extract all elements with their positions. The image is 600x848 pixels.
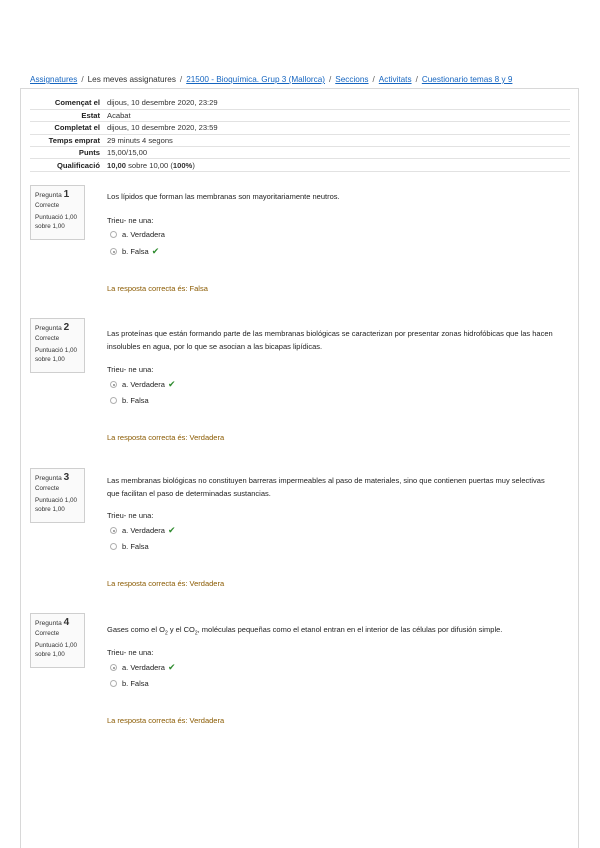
correct-answer-feedback-2: La resposta correcta és: Verdadera	[107, 433, 225, 442]
answer-label: a. Verdadera	[122, 526, 165, 535]
question-info-2	[30, 318, 85, 373]
answer-label: b. Falsa	[122, 679, 149, 688]
question-state: Correcte	[35, 202, 60, 209]
breadcrumb-activitats[interactable]: Activitats	[378, 75, 412, 84]
question-label: Pregunta	[35, 475, 62, 482]
summary-label: Començat el	[54, 98, 100, 108]
answer-option-4b[interactable]	[110, 679, 149, 688]
question-info-4	[30, 613, 85, 668]
answer-option-2b[interactable]	[110, 396, 149, 405]
question-grade: Puntuació 1,00 sobre 1,00	[35, 347, 78, 363]
answer-prompt-2: Trieu- ne una:	[107, 365, 154, 374]
summary-value	[106, 159, 570, 171]
question-label: Pregunta	[35, 325, 62, 332]
radio-icon[interactable]	[110, 397, 117, 404]
radio-icon[interactable]	[110, 527, 117, 534]
question-grade: Puntuació 1,00 sobre 1,00	[35, 497, 78, 513]
question-text-4	[107, 624, 557, 640]
question-number: 2	[63, 322, 70, 333]
radio-icon[interactable]	[110, 680, 117, 687]
summary-row-grade	[30, 159, 570, 171]
answer-option-4a[interactable]	[110, 662, 176, 673]
correct-answer-feedback-1: La resposta correcta és: Falsa	[107, 284, 208, 293]
answer-label: b. Falsa	[122, 542, 149, 551]
grade-out-of: sobre 10,00 (	[126, 160, 173, 170]
answer-option-3a[interactable]	[110, 525, 176, 536]
question-text-2: Las proteínas que están formando parte de las membranas biológicas se caracterizan por presentar zonas hidrofóbicas que las hacen insolubles en agua, por lo que se asocian a las bicapas lipídicas.	[107, 329, 553, 351]
breadcrumb-course[interactable]: 21500 - Bioquímica. Grup 3 (Mallorca)	[186, 75, 325, 84]
checkmark-icon: ✔	[167, 662, 176, 672]
breadcrumb-assignatures[interactable]: Assignatures	[30, 75, 78, 84]
answer-option-3b[interactable]	[110, 542, 149, 551]
grade-percent: 100%	[172, 160, 193, 170]
answer-prompt-4: Trieu- ne una:	[107, 648, 154, 657]
radio-icon[interactable]	[110, 381, 117, 388]
summary-label: Punts	[78, 148, 100, 158]
summary-value: dijous, 10 desembre 2020, 23:29	[107, 98, 218, 108]
breadcrumb-seccions[interactable]: Seccions	[335, 75, 369, 84]
summary-row-state	[30, 109, 570, 121]
answer-label: a. Verdadera	[122, 380, 165, 389]
question-label: Pregunta	[35, 192, 62, 199]
question-info-1	[30, 185, 85, 240]
summary-row-started	[30, 97, 570, 109]
question-state: Correcte	[35, 630, 60, 637]
correct-answer-feedback-4: La resposta correcta és: Verdadera	[107, 716, 225, 725]
summary-label: Qualificació	[56, 160, 100, 170]
summary-value: dijous, 10 desembre 2020, 23:59	[107, 123, 218, 133]
checkmark-icon: ✔	[151, 246, 160, 256]
text-part: Gases como el O	[107, 625, 165, 634]
question-state: Correcte	[35, 485, 60, 492]
grade-value: 10,00	[107, 160, 127, 170]
checkmark-icon: ✔	[167, 379, 176, 389]
grade-close: )	[192, 160, 195, 170]
question-number: 3	[63, 472, 70, 483]
answer-label: b. Falsa	[122, 247, 149, 256]
text-part: , moléculas pequeñas como el etanol entran en el interior de las células por difusión simple.	[197, 625, 503, 634]
answer-label: b. Falsa	[122, 396, 149, 405]
question-text-1: Los lípidos que forman las membranas son mayoritariamente neutros.	[107, 192, 340, 201]
question-number: 4	[63, 617, 70, 628]
answer-option-2a[interactable]	[110, 379, 176, 390]
checkmark-icon: ✔	[167, 525, 176, 535]
radio-icon[interactable]	[110, 231, 117, 238]
summary-label: Completat el	[54, 123, 100, 133]
summary-value: 15,00/15,00	[107, 148, 148, 158]
answer-label: a. Verdadera	[122, 230, 165, 239]
answer-option-1a[interactable]	[110, 230, 165, 239]
summary-row-completed	[30, 122, 570, 134]
question-label: Pregunta	[35, 620, 62, 627]
radio-icon[interactable]	[110, 248, 117, 255]
breadcrumb-meves-assignatures: Les meves assignatures	[87, 75, 176, 84]
question-info-3	[30, 468, 85, 523]
question-grade: Puntuació 1,00 sobre 1,00	[35, 642, 78, 658]
summary-value: Acabat	[107, 111, 131, 121]
answer-option-1b[interactable]	[110, 246, 159, 257]
answer-label: a. Verdadera	[122, 663, 165, 672]
subscript: 2	[194, 630, 198, 637]
summary-value: 29 minuts 4 segons	[107, 135, 173, 145]
subscript: 2	[164, 630, 168, 637]
summary-label: Estat	[81, 111, 100, 121]
question-number: 1	[63, 189, 70, 200]
breadcrumb: Assignatures / Les meves assignatures / 21500 - Bioquímica. Grup 3 (Mallorca) / Seccions / Activitats / Cuestionario temas 8 y 9	[30, 75, 513, 84]
summary-label: Temps emprat	[48, 135, 100, 145]
question-text-3: Las membranas biológicas no constituyen barreras impermeables al paso de materiales, sino que contienen puertas muy selectivas que facilitan el paso de determinadas sustancias.	[107, 476, 545, 498]
radio-icon[interactable]	[110, 664, 117, 671]
answer-prompt-1: Trieu- ne una:	[107, 216, 154, 225]
question-grade: Puntuació 1,00 sobre 1,00	[35, 214, 78, 230]
attempt-summary-table	[30, 97, 570, 172]
breadcrumb-quiz[interactable]: Cuestionario temas 8 y 9	[421, 75, 513, 84]
radio-icon[interactable]	[110, 543, 117, 550]
question-state: Correcte	[35, 335, 60, 342]
summary-row-marks	[30, 147, 570, 159]
correct-answer-feedback-3: La resposta correcta és: Verdadera	[107, 579, 225, 588]
text-part: y el CO	[167, 625, 195, 634]
summary-row-time-taken	[30, 134, 570, 146]
answer-prompt-3: Trieu- ne una:	[107, 511, 154, 520]
